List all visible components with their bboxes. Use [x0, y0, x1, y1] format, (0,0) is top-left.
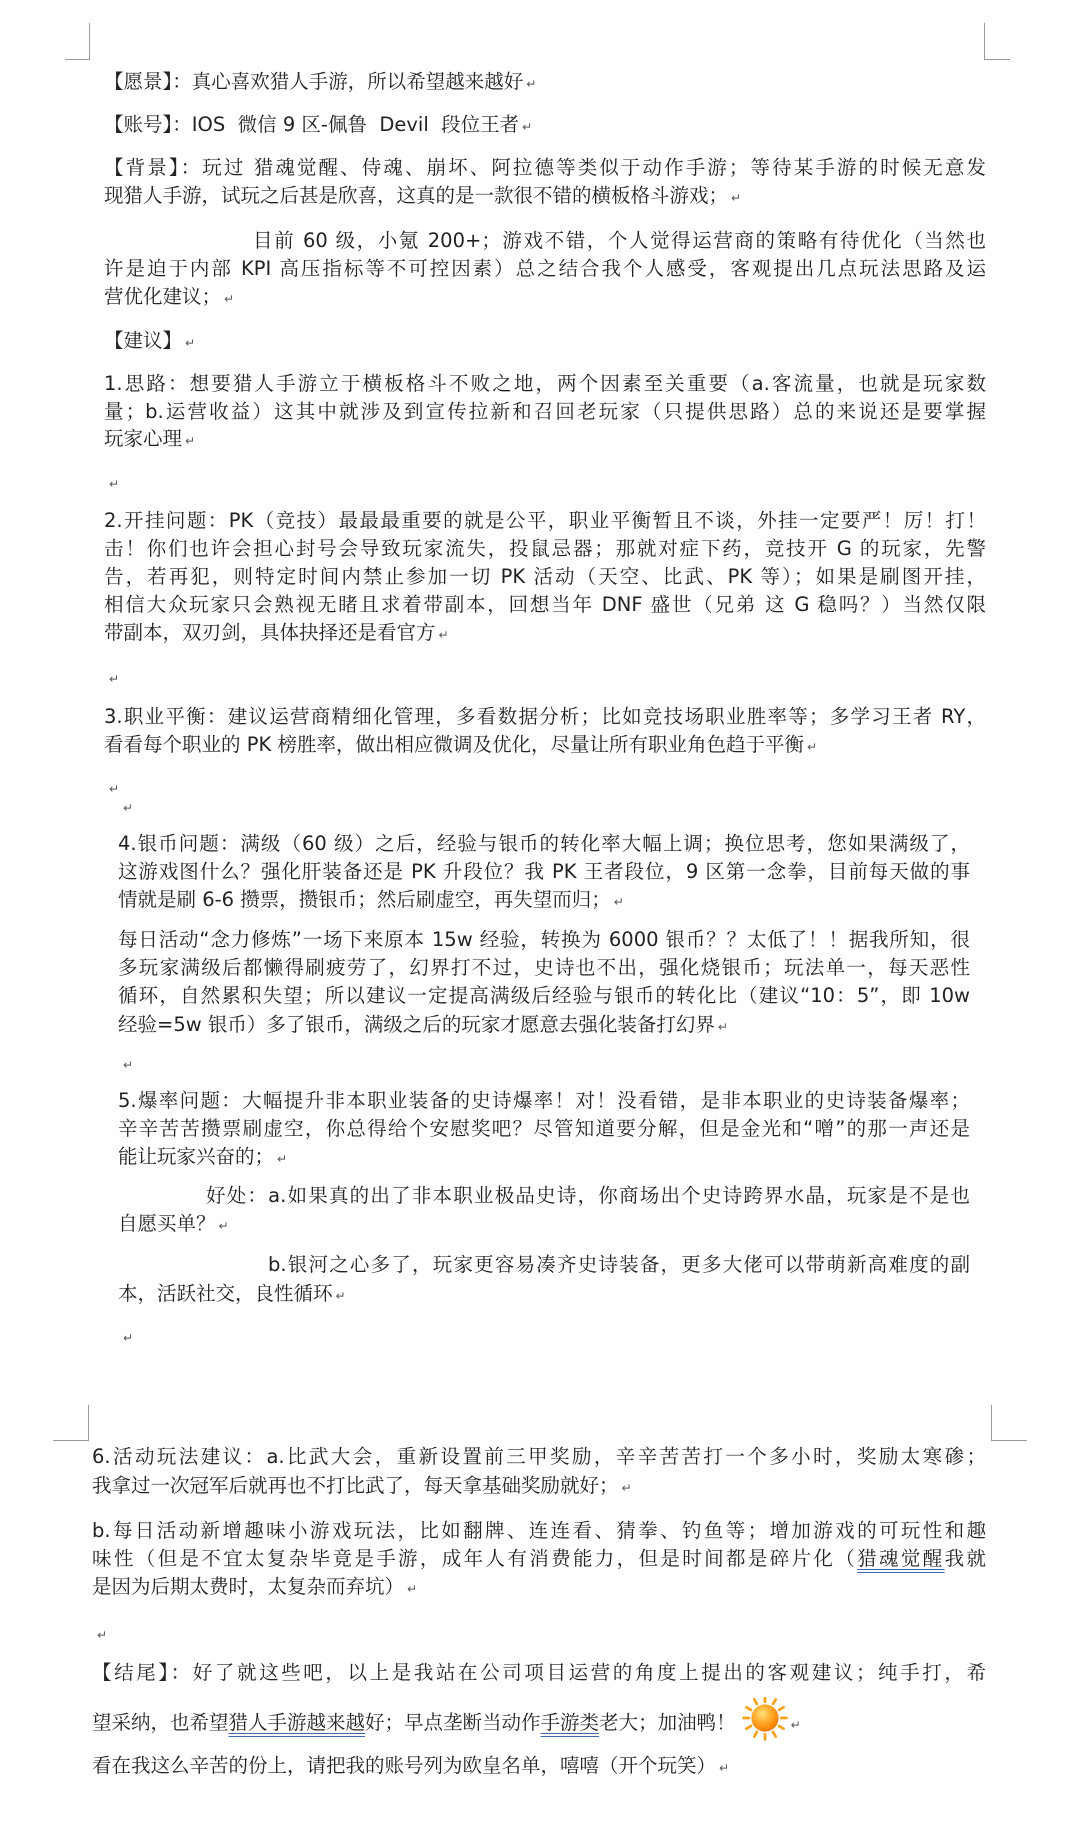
page-corner-mark [991, 1440, 1027, 1441]
paragraph-line: 相信大众玩家只会熟视无睹且求着带副本，回想当年 DNF 盛世（兄弟 这 G 稳吗？）当然仅限 [104, 593, 986, 616]
paragraph-line: 1.思路：想要猎人手游立于横板格斗不败之地，两个因素至关重要（a.客流量，也就是玩家数 [104, 372, 986, 395]
page-corner-mark [984, 59, 1010, 60]
line-text: 老大；加油鸭！ [599, 1711, 736, 1734]
line-text: 望采纳，也希望 [92, 1711, 229, 1734]
paragraph-line [92, 1545, 986, 1573]
paragraph-line: 辛辛苦苦攒票刷虚空，你总得给个安慰奖吧？尽管知道要分解，但是金光和“噌”的那一声还是 [118, 1117, 970, 1140]
line-text: 经验=5w 银币）多了银币，满级之后的玩家才愿意去强化装备打幻界 [118, 1013, 715, 1036]
paragraph-mark: ↵ [185, 434, 196, 448]
paragraph-line [92, 1472, 986, 1500]
grammar-flagged-phrase[interactable]: 手游类 [540, 1711, 600, 1734]
paragraph-line [118, 1011, 970, 1039]
paragraph-line: 量；b.运营收益）这其中就涉及到宣传拉新和召回老玩家（只提供思路）总的来说还是要掌握 [104, 400, 986, 423]
line-text: 看在我这么辛苦的份上，请把我的账号列为欧皇名单，嘻嘻（开个玩笑） [92, 1754, 717, 1777]
paragraph-line: 5.爆率问题：大幅提升非本职业装备的史诗爆率！对！没看错，是非本职业的史诗装备爆率； [118, 1089, 970, 1112]
empty-paragraph [120, 1322, 180, 1350]
paragraph-mark: ↵ [123, 1058, 134, 1072]
line-text: 情就是刷 6-6 攒票，攒银币；然后刷虚空，再失望而归； [118, 888, 611, 911]
paragraph-mark: ↵ [109, 477, 120, 491]
paragraph-line [118, 1210, 970, 1238]
line-text: 【愿景】：真心喜欢猎人手游，所以希望越来越好 [104, 70, 524, 93]
paragraph-line [104, 619, 986, 647]
paragraph-mark: ↵ [335, 1289, 346, 1303]
line-text: 味性（但是不宜太复杂毕竟是手游，成年人有消费能力，但是时间都是碎片化（ [92, 1547, 858, 1570]
paragraph-line [92, 1573, 986, 1601]
paragraph-line [118, 1280, 970, 1308]
paragraph-line [104, 731, 986, 759]
empty-paragraph [94, 1619, 154, 1647]
line-text: 自愿买单？ [118, 1212, 216, 1235]
paragraph-line: 循环，自然累积失望；所以建议一定提高满级后经验与银币的转化比（建议“10：5”，即 10w [118, 984, 970, 1007]
paragraph-line: 【结尾】：好了就这些吧，以上是我站在公司项目运营的角度上提出的客观建议；纯手打，希 [92, 1661, 986, 1684]
paragraph-line: b.每日活动新增趣味小游戏玩法，比如翻牌、连连看、猜拳、钓鱼等；增加游戏的可玩性和趣 [92, 1519, 986, 1542]
page-corner-mark [88, 1405, 89, 1440]
paragraph-line: 许是迫于内部 KPI 高压指标等不可控因素）总之结合我个人感受，客观提出几点玩法思路及运 [104, 257, 986, 280]
section-heading [104, 327, 986, 355]
paragraph-line: 击！你们也许会担心封号会导致玩家流失，投鼠忌器；那就对症下药，竞技开 G 的玩家，先警 [104, 537, 986, 560]
paragraph-line: 多玩家满级后都懒得刷疲劳了，幻界打不过，史诗也不出，强化烧银币；玩法单一，每天恶性 [118, 956, 970, 979]
page-corner-mark [53, 1440, 89, 1441]
page-corner-mark [65, 59, 90, 60]
line-text: 现猎人手游，试玩之后甚是欣喜，这真的是一款很不错的横板格斗游戏； [104, 184, 729, 207]
paragraph-line: 这游戏图什么？强化肝装备还是 PK 升段位？我 PK 王者段位，9 区第一念拳，目前每天做的事 [118, 860, 970, 883]
paragraph-mark: ↵ [717, 1020, 728, 1034]
page-corner-mark [89, 23, 90, 59]
line-text: 【建议】 [104, 329, 183, 352]
paragraph-line [104, 283, 986, 311]
paragraph-mark: ↵ [613, 895, 624, 909]
paragraph-line: 3.职业平衡：建议运营商精细化管理，多看数据分析；比如竞技场职业胜率等；多学习王者 RY， [104, 705, 986, 728]
paragraph-mark: ↵ [97, 1628, 108, 1642]
paragraph-mark: ↵ [438, 628, 449, 642]
line-text: 我就 [944, 1547, 986, 1570]
paragraph-mark: ↵ [790, 1718, 801, 1732]
paragraph-line [104, 68, 986, 96]
paragraph-mark: ↵ [109, 672, 120, 686]
line-text: 【账号】：IOS 微信 9 区-佩鲁 Devil 段位王者 [104, 113, 520, 136]
empty-paragraph [120, 1049, 180, 1077]
grammar-flagged-phrase[interactable]: 猎人手游越来越 [228, 1711, 366, 1734]
line-text: 营优化建议； [104, 285, 222, 308]
paragraph-line: 6.活动玩法建议：a.比武大会，重新设置前三甲奖励，辛辛苦苦打一个多小时，奖励太寒碜； [92, 1445, 986, 1468]
paragraph-mark: ↵ [123, 1331, 134, 1345]
paragraph-line [118, 886, 970, 914]
paragraph-mark: ↵ [185, 336, 196, 350]
line-text: 是因为后期太费时，太复杂而弃坑） [92, 1575, 405, 1598]
paragraph-mark: ↵ [123, 801, 134, 815]
sun-emoji-icon [742, 1697, 788, 1741]
paragraph-line [104, 425, 986, 453]
paragraph-line: 好处：a.如果真的出了非本职业极品史诗，你商场出个史诗跨界水晶，玩家是不是也 [206, 1184, 970, 1207]
paragraph-line: 2.开挂问题：PK（竞技）最最最重要的就是公平，职业平衡暂且不谈，外挂一定要严！厉！打！ [104, 509, 986, 532]
paragraph-line [104, 111, 986, 139]
paragraph-line: 告，若再犯，则特定时间内禁止参加一切 PK 活动（天空、比武、PK 等）；如果是刷图开挂， [104, 565, 986, 588]
paragraph-mark: ↵ [224, 292, 235, 306]
paragraph-line: 【背景】：玩过 猎魂觉醒、侍魂、崩坏、阿拉德等类似于动作手游；等待某手游的时候无意发 [104, 156, 986, 179]
page-corner-mark [991, 1405, 992, 1440]
line-text: 能让玩家兴奋的； [118, 1145, 275, 1168]
page-corner-mark [984, 23, 985, 59]
paragraph-mark: ↵ [407, 1582, 418, 1596]
paragraph-line: 每日活动“念力修炼”一场下来原本 15w 经验，转换为 6000 银币？？太低了！！据我所知，很 [118, 928, 970, 951]
line-text: 看看每个职业的 PK 榜胜率，做出相应微调及优化，尽量让所有职业角色趋于平衡 [104, 733, 804, 756]
line-text: 玩家心理 [104, 427, 183, 450]
paragraph-line [92, 1697, 986, 1749]
paragraph-mark: ↵ [806, 740, 818, 754]
paragraph-line [104, 182, 986, 210]
paragraph-line: 目前 60 级，小氪 200+；游戏不错，个人觉得运营商的策略有待优化（当然也 [253, 229, 986, 252]
empty-paragraph [106, 468, 166, 496]
paragraph-mark: ↵ [719, 1761, 730, 1775]
grammar-flagged-word[interactable]: 猎魂觉醒 [857, 1547, 945, 1570]
paragraph-mark: ↵ [522, 120, 533, 134]
paragraph-mark: ↵ [731, 191, 742, 205]
empty-paragraph [106, 663, 166, 691]
paragraph-mark: ↵ [277, 1152, 288, 1166]
paragraph-mark: ↵ [218, 1219, 229, 1233]
paragraph-mark: ↵ [621, 1481, 632, 1495]
paragraph-line [118, 1143, 970, 1171]
paragraph-line: 4.银币问题：满级（60 级）之后，经验与银币的转化率大幅上调；换位思考，您如果满级了， [118, 832, 970, 855]
paragraph-line: b.银河之心多了，玩家更容易凑齐史诗装备，更多大佬可以带萌新高难度的副 [268, 1253, 970, 1276]
line-text: 我拿过一次冠军后就再也不打比武了，每天拿基础奖励就好； [92, 1474, 619, 1497]
empty-paragraph [120, 792, 180, 820]
line-text: 好；早点垄断当动作 [365, 1711, 541, 1734]
paragraph-line [92, 1752, 986, 1780]
line-text: 本，活跃社交，良性循环 [118, 1282, 333, 1305]
paragraph-mark: ↵ [526, 77, 537, 91]
line-text: 带副本，双刃剑，具体抉择还是看官方 [104, 621, 436, 644]
paragraph-mark: ↵ [109, 782, 120, 796]
